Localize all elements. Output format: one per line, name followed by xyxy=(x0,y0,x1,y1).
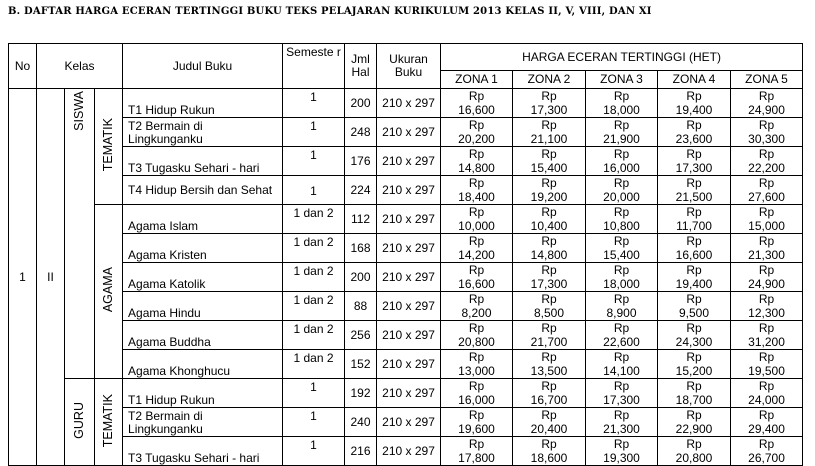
price-zona-3 xyxy=(586,176,658,205)
currency-label: Rp xyxy=(758,118,775,132)
price-value: 15,200 xyxy=(675,364,713,378)
price-value: 22,200 xyxy=(748,161,785,175)
price-zona-2 xyxy=(513,118,586,147)
semester: 1 dan 2 xyxy=(283,292,345,321)
price-zona-2 xyxy=(513,292,586,321)
price-value: 16,600 xyxy=(458,103,495,117)
currency-label: Rp xyxy=(541,321,557,335)
currency-label: Rp xyxy=(758,234,775,248)
price-value: 9,500 xyxy=(679,306,710,320)
price-value: 21,900 xyxy=(603,132,640,146)
ukuran-buku: 210 x 297 xyxy=(377,118,441,147)
price-zona-4 xyxy=(658,437,731,466)
jml-hal: 240 xyxy=(345,408,377,437)
semester: 1 xyxy=(283,147,345,176)
price-zona-4 xyxy=(658,350,731,379)
judul-buku: T3 Tugasku Sehari - hari xyxy=(123,437,283,466)
price-zona-4 xyxy=(658,118,731,147)
table-row xyxy=(9,205,803,234)
judul-buku: T4 Hidup Bersih dan Sehat xyxy=(123,176,283,205)
price-zona-3 xyxy=(586,350,658,379)
ukuran-buku: 210 x 297 xyxy=(377,321,441,350)
price-value: 29,400 xyxy=(748,422,785,436)
header-ukuran: Ukuran Buku xyxy=(377,44,441,89)
price-value: 21,700 xyxy=(530,335,568,349)
semester: 1 xyxy=(283,379,345,408)
price-value: 31,200 xyxy=(748,335,785,349)
currency-label: Rp xyxy=(758,379,775,393)
currency-label: Rp xyxy=(613,350,630,364)
price-value: 18,700 xyxy=(675,393,713,407)
price-value: 13,000 xyxy=(458,364,495,378)
currency-label: Rp xyxy=(613,263,630,277)
jml-hal: 200 xyxy=(345,263,377,292)
semester: 1 xyxy=(283,118,345,147)
price-value: 17,300 xyxy=(530,103,568,117)
currency-label: Rp xyxy=(758,350,775,364)
price-zona-5 xyxy=(731,234,803,263)
currency-label: Rp xyxy=(541,147,557,161)
price-zona-5 xyxy=(731,437,803,466)
currency-label: Rp xyxy=(541,89,557,103)
table-row xyxy=(9,147,803,176)
currency-label: Rp xyxy=(686,176,702,190)
price-zona-3 xyxy=(586,147,658,176)
semester: 1 xyxy=(283,89,345,118)
price-zona-1 xyxy=(441,263,513,292)
price-zona-2 xyxy=(513,437,586,466)
price-value: 17,300 xyxy=(603,393,640,407)
price-value: 8,900 xyxy=(606,306,637,320)
header-het: HARGA ECERAN TERTINGGI (HET) xyxy=(441,44,803,71)
currency-label: Rp xyxy=(686,437,702,451)
price-zona-2 xyxy=(513,205,586,234)
semester: 1 xyxy=(283,176,345,205)
price-value: 10,400 xyxy=(530,219,568,233)
price-zona-1 xyxy=(441,234,513,263)
price-zona-5 xyxy=(731,292,803,321)
price-zona-4 xyxy=(658,292,731,321)
header-no: No xyxy=(9,44,37,89)
jml-hal: 176 xyxy=(345,147,377,176)
price-value: 16,600 xyxy=(675,248,713,262)
currency-label: Rp xyxy=(686,205,702,219)
currency-label: Rp xyxy=(613,437,630,451)
group-agama-label: AGAMA xyxy=(101,267,115,313)
table-row xyxy=(9,118,803,147)
price-zona-4 xyxy=(658,147,731,176)
price-zona-3 xyxy=(586,263,658,292)
price-value: 23,600 xyxy=(675,132,713,146)
price-zona-2 xyxy=(513,321,586,350)
currency-label: Rp xyxy=(541,205,557,219)
table-row xyxy=(9,321,803,350)
currency-label: Rp xyxy=(613,89,630,103)
price-zona-2 xyxy=(513,176,586,205)
price-value: 21,100 xyxy=(530,132,568,146)
price-zona-4 xyxy=(658,263,731,292)
price-value: 16,000 xyxy=(458,393,495,407)
header-semester: Semeste r xyxy=(283,44,345,89)
currency-label: Rp xyxy=(613,205,630,219)
header-jml-hal: Jml Hal xyxy=(345,44,377,89)
ukuran-buku: 210 x 297 xyxy=(377,437,441,466)
price-zona-1 xyxy=(441,118,513,147)
price-value: 19,200 xyxy=(530,190,568,204)
group-guru xyxy=(65,379,95,466)
price-value: 20,000 xyxy=(603,190,640,204)
price-zona-5 xyxy=(731,147,803,176)
price-zona-4 xyxy=(658,234,731,263)
currency-label: Rp xyxy=(686,379,702,393)
currency-label: Rp xyxy=(758,205,775,219)
price-value: 26,700 xyxy=(748,451,785,465)
currency-label: Rp xyxy=(541,379,557,393)
price-zona-4 xyxy=(658,205,731,234)
currency-label: Rp xyxy=(758,176,775,190)
currency-label: Rp xyxy=(613,408,630,422)
group-agama xyxy=(95,205,123,379)
price-zona-4 xyxy=(658,176,731,205)
table-row xyxy=(9,176,803,205)
price-value: 21,500 xyxy=(675,190,713,204)
price-zona-3 xyxy=(586,118,658,147)
currency-label: Rp xyxy=(613,379,630,393)
jml-hal: 88 xyxy=(345,292,377,321)
ukuran-buku: 210 x 297 xyxy=(377,379,441,408)
currency-label: Rp xyxy=(686,89,702,103)
price-value: 14,100 xyxy=(603,364,640,378)
table-row xyxy=(9,350,803,379)
price-value: 19,400 xyxy=(675,277,713,291)
currency-label: Rp xyxy=(541,176,557,190)
judul-buku: Agama Islam xyxy=(123,205,283,234)
group-tematik-guru xyxy=(95,379,123,466)
price-zona-1 xyxy=(441,408,513,437)
currency-label: Rp xyxy=(541,118,557,132)
price-value: 30,300 xyxy=(748,132,785,146)
price-value: 16,000 xyxy=(603,161,640,175)
price-zona-2 xyxy=(513,147,586,176)
price-value: 18,000 xyxy=(603,277,640,291)
price-value: 20,400 xyxy=(530,422,568,436)
price-value: 18,600 xyxy=(530,451,568,465)
price-value: 17,800 xyxy=(458,451,495,465)
table-row xyxy=(9,263,803,292)
price-value: 20,800 xyxy=(675,451,713,465)
currency-label: Rp xyxy=(468,437,485,451)
price-value: 20,200 xyxy=(458,132,495,146)
currency-label: Rp xyxy=(686,234,702,248)
price-zona-5 xyxy=(731,408,803,437)
header-zona-1: ZONA 1 xyxy=(441,71,513,89)
price-value: 16,700 xyxy=(530,393,568,407)
price-zona-1 xyxy=(441,350,513,379)
currency-label: Rp xyxy=(468,379,485,393)
header-zona-3: ZONA 3 xyxy=(586,71,658,89)
table-body xyxy=(9,89,803,466)
price-value: 8,500 xyxy=(534,306,565,320)
price-value: 19,400 xyxy=(675,103,713,117)
semester: 1 xyxy=(283,437,345,466)
judul-buku: T2 Bermain di Lingkunganku xyxy=(123,118,283,147)
ukuran-buku: 210 x 297 xyxy=(377,292,441,321)
table-row xyxy=(9,379,803,408)
judul-buku: Agama Katolik xyxy=(123,263,283,292)
price-value: 14,800 xyxy=(458,161,495,175)
currency-label: Rp xyxy=(541,263,557,277)
price-zona-2 xyxy=(513,234,586,263)
price-value: 13,500 xyxy=(530,364,568,378)
price-zona-5 xyxy=(731,205,803,234)
group-tematik-label: TEMATIK xyxy=(101,118,115,172)
table-row xyxy=(9,408,803,437)
price-zona-3 xyxy=(586,437,658,466)
currency-label: Rp xyxy=(758,437,775,451)
price-zona-3 xyxy=(586,205,658,234)
price-zona-4 xyxy=(658,89,731,118)
semester: 1 dan 2 xyxy=(283,321,345,350)
price-value: 20,800 xyxy=(458,335,495,349)
price-zona-3 xyxy=(586,321,658,350)
jml-hal: 224 xyxy=(345,176,377,205)
currency-label: Rp xyxy=(468,205,485,219)
ukuran-buku: 210 x 297 xyxy=(377,176,441,205)
price-value: 21,300 xyxy=(603,422,640,436)
jml-hal: 152 xyxy=(345,350,377,379)
price-zona-1 xyxy=(441,437,513,466)
price-value: 14,800 xyxy=(530,248,568,262)
price-value: 24,300 xyxy=(675,335,713,349)
price-zona-2 xyxy=(513,379,586,408)
price-zona-3 xyxy=(586,89,658,118)
price-zona-1 xyxy=(441,379,513,408)
table-row xyxy=(9,292,803,321)
price-zona-5 xyxy=(731,263,803,292)
price-zona-1 xyxy=(441,89,513,118)
price-zona-1 xyxy=(441,205,513,234)
semester: 1 xyxy=(283,408,345,437)
judul-buku: Agama Hindu xyxy=(123,292,283,321)
price-value: 19,600 xyxy=(458,422,495,436)
price-value: 24,900 xyxy=(748,277,785,291)
currency-label: Rp xyxy=(686,408,702,422)
semester: 1 dan 2 xyxy=(283,205,345,234)
ukuran-buku: 210 x 297 xyxy=(377,89,441,118)
header-kelas: Kelas xyxy=(37,44,123,89)
jml-hal: 192 xyxy=(345,379,377,408)
price-value: 8,200 xyxy=(461,306,492,320)
currency-label: Rp xyxy=(613,176,630,190)
table-row xyxy=(9,234,803,263)
price-zona-4 xyxy=(658,379,731,408)
currency-label: Rp xyxy=(468,292,485,306)
group-tematik xyxy=(95,89,123,205)
semester: 1 dan 2 xyxy=(283,234,345,263)
group-siswa xyxy=(65,89,95,379)
price-zona-3 xyxy=(586,234,658,263)
het-table xyxy=(8,43,803,466)
judul-buku: T2 Bermain di Lingkunganku xyxy=(123,408,283,437)
price-zona-3 xyxy=(586,292,658,321)
currency-label: Rp xyxy=(468,234,485,248)
judul-buku: Agama Khonghucu xyxy=(123,350,283,379)
kelas-cell: II xyxy=(37,89,65,466)
judul-buku: Agama Kristen xyxy=(123,234,283,263)
price-value: 15,000 xyxy=(748,219,785,233)
price-zona-2 xyxy=(513,350,586,379)
currency-label: Rp xyxy=(468,176,485,190)
currency-label: Rp xyxy=(468,118,485,132)
currency-label: Rp xyxy=(468,89,485,103)
price-value: 21,300 xyxy=(748,248,785,262)
currency-label: Rp xyxy=(468,350,485,364)
semester: 1 dan 2 xyxy=(283,350,345,379)
header-zona-2: ZONA 2 xyxy=(513,71,586,89)
currency-label: Rp xyxy=(468,147,485,161)
price-value: 19,500 xyxy=(748,364,785,378)
jml-hal: 248 xyxy=(345,118,377,147)
currency-label: Rp xyxy=(686,263,702,277)
price-value: 17,300 xyxy=(675,161,713,175)
currency-label: Rp xyxy=(686,147,702,161)
price-value: 22,900 xyxy=(675,422,713,436)
ukuran-buku: 210 x 297 xyxy=(377,205,441,234)
price-value: 17,300 xyxy=(530,277,568,291)
currency-label: Rp xyxy=(686,118,702,132)
judul-buku: Agama Buddha xyxy=(123,321,283,350)
currency-label: Rp xyxy=(758,292,775,306)
currency-label: Rp xyxy=(613,292,630,306)
currency-label: Rp xyxy=(758,147,775,161)
jml-hal: 168 xyxy=(345,234,377,263)
price-zona-4 xyxy=(658,321,731,350)
currency-label: Rp xyxy=(541,408,557,422)
price-zona-5 xyxy=(731,89,803,118)
price-zona-2 xyxy=(513,408,586,437)
price-zona-1 xyxy=(441,321,513,350)
price-zona-5 xyxy=(731,118,803,147)
row-number: 1 xyxy=(9,89,37,466)
price-value: 18,000 xyxy=(603,103,640,117)
ukuran-buku: 210 x 297 xyxy=(377,408,441,437)
price-value: 24,000 xyxy=(748,393,785,407)
price-value: 10,800 xyxy=(603,219,640,233)
header-judul: Judul Buku xyxy=(123,44,283,89)
judul-buku: T3 Tugasku Sehari - hari xyxy=(123,147,283,176)
section-title: B. DAFTAR HARGA ECERAN TERTINGGI BUKU TEKS PELAJARAN KURIKULUM 2013 KELAS II, V, VIII, DAN XI xyxy=(8,6,652,17)
jml-hal: 112 xyxy=(345,205,377,234)
price-zona-5 xyxy=(731,379,803,408)
table-row xyxy=(9,437,803,466)
judul-buku: T1 Hidup Rukun xyxy=(123,89,283,118)
price-zona-1 xyxy=(441,292,513,321)
price-zona-1 xyxy=(441,176,513,205)
jml-hal: 200 xyxy=(345,89,377,118)
currency-label: Rp xyxy=(613,147,630,161)
currency-label: Rp xyxy=(758,321,775,335)
currency-label: Rp xyxy=(468,321,485,335)
price-zona-5 xyxy=(731,176,803,205)
currency-label: Rp xyxy=(758,89,775,103)
currency-label: Rp xyxy=(541,350,557,364)
price-value: 11,700 xyxy=(676,219,712,233)
currency-label: Rp xyxy=(613,118,630,132)
currency-label: Rp xyxy=(613,321,630,335)
header-zona-5: ZONA 5 xyxy=(731,71,803,89)
price-value: 14,200 xyxy=(458,248,495,262)
ukuran-buku: 210 x 297 xyxy=(377,234,441,263)
currency-label: Rp xyxy=(758,408,775,422)
jml-hal: 216 xyxy=(345,437,377,466)
price-zona-5 xyxy=(731,321,803,350)
header-zona-4: ZONA 4 xyxy=(658,71,731,89)
price-zona-3 xyxy=(586,379,658,408)
price-zona-4 xyxy=(658,408,731,437)
ukuran-buku: 210 x 297 xyxy=(377,350,441,379)
price-value: 22,600 xyxy=(603,335,640,349)
currency-label: Rp xyxy=(541,437,557,451)
table-row xyxy=(9,89,803,118)
currency-label: Rp xyxy=(758,263,775,277)
price-value: 15,400 xyxy=(530,161,568,175)
price-value: 10,000 xyxy=(458,219,495,233)
price-value: 24,900 xyxy=(748,103,785,117)
currency-label: Rp xyxy=(468,263,485,277)
price-value: 15,400 xyxy=(603,248,640,262)
currency-label: Rp xyxy=(541,292,557,306)
group-guru-label: GURU xyxy=(72,402,86,439)
price-zona-3 xyxy=(586,408,658,437)
currency-label: Rp xyxy=(686,321,702,335)
price-value: 19,300 xyxy=(603,451,640,465)
price-zona-5 xyxy=(731,350,803,379)
price-zona-2 xyxy=(513,89,586,118)
currency-label: Rp xyxy=(468,408,485,422)
price-zona-1 xyxy=(441,147,513,176)
ukuran-buku: 210 x 297 xyxy=(377,263,441,292)
semester: 1 dan 2 xyxy=(283,263,345,292)
currency-label: Rp xyxy=(686,350,702,364)
price-value: 12,300 xyxy=(748,306,785,320)
group-tematik-guru-label: TEMATIK xyxy=(101,393,115,448)
price-value: 16,600 xyxy=(458,277,495,291)
jml-hal: 256 xyxy=(345,321,377,350)
group-siswa-label: SISWA xyxy=(72,91,86,131)
price-zona-2 xyxy=(513,263,586,292)
price-value: 27,600 xyxy=(748,190,785,204)
currency-label: Rp xyxy=(613,234,630,248)
judul-buku: T1 Hidup Rukun xyxy=(123,379,283,408)
price-value: 18,400 xyxy=(458,190,495,204)
currency-label: Rp xyxy=(686,292,702,306)
currency-label: Rp xyxy=(541,234,557,248)
ukuran-buku: 210 x 297 xyxy=(377,147,441,176)
